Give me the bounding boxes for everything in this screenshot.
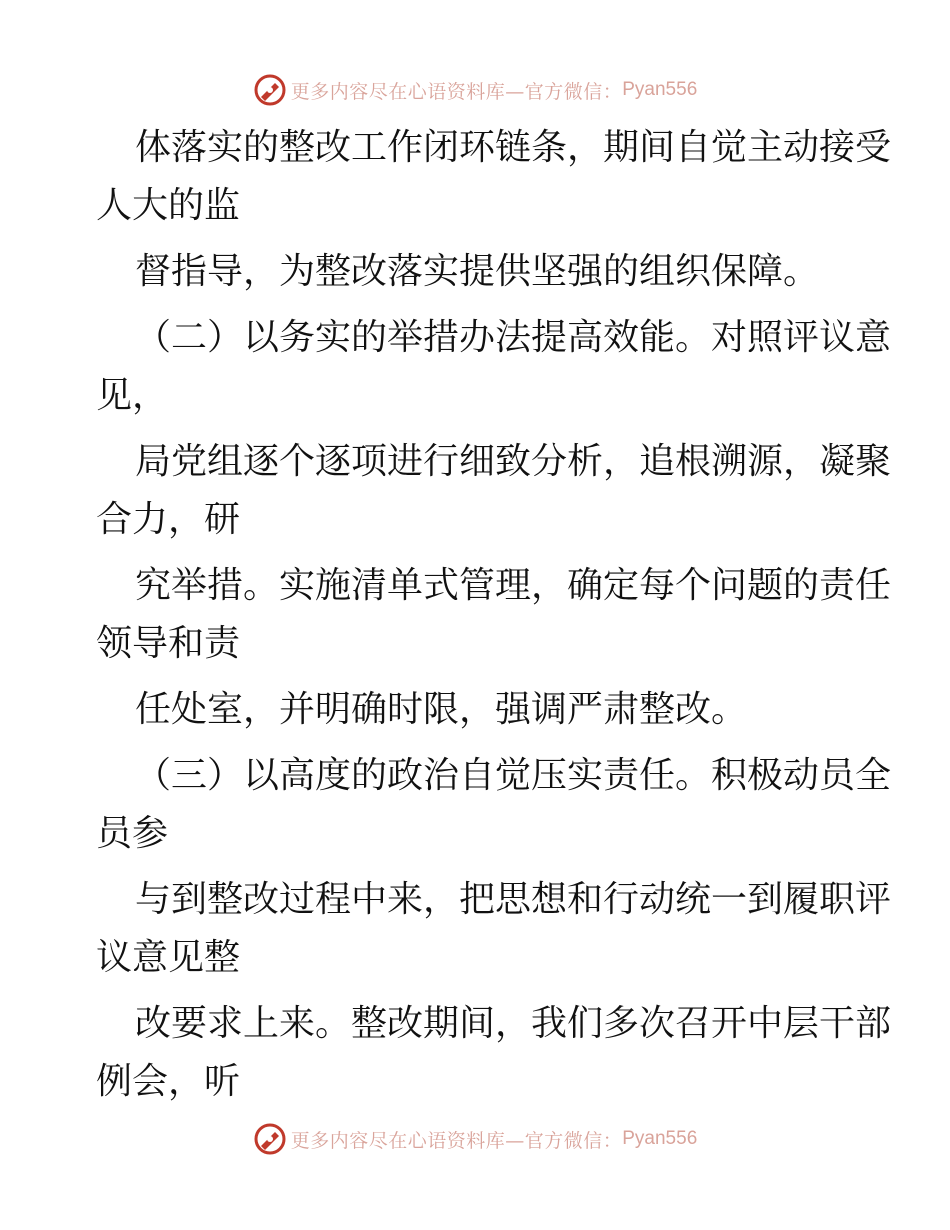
banner-text: 更多内容尽在心语资料库—官方微信： <box>290 80 623 103</box>
header-banner <box>0 70 950 110</box>
body-line: （二）以务实的举措办法提高效能。对照评议意 <box>135 317 892 358</box>
body-line: 究举措。实施清单式管理，确定每个问题的责任 <box>135 565 892 606</box>
body-line: 督指导，为整改落实提供坚强的组织保障。 <box>135 251 820 292</box>
body-line: 与到整改过程中来，把思想和行动统一到履职评 <box>135 879 892 920</box>
body-line: 任处室，并明确时限，强调严肃整改。 <box>135 689 748 730</box>
body-line: （三）以高度的政治自觉压实责任。积极动员全 <box>135 755 892 796</box>
banner-wechat-id: Pyan556 <box>622 1128 698 1149</box>
pen-logo-icon <box>253 73 287 107</box>
body-line: 局党组逐个逐项进行细致分析，追根溯源，凝聚 <box>135 441 892 482</box>
pen-logo-icon <box>253 1122 287 1156</box>
body-line: 体落实的整改工作闭环链条，期间自觉主动接受 <box>135 127 892 168</box>
banner-text: 更多内容尽在心语资料库—官方微信： <box>290 1129 623 1152</box>
document-body <box>96 122 892 1102</box>
footer-banner <box>0 1119 950 1159</box>
body-line: 领导和责 <box>96 623 241 664</box>
body-line: 员参 <box>96 813 169 854</box>
body-line: 例会，听 <box>96 1061 241 1102</box>
body-line: 议意见整 <box>96 937 241 978</box>
banner-wechat-id: Pyan556 <box>622 79 698 100</box>
body-line: 改要求上来。整改期间，我们多次召开中层干部 <box>135 1003 892 1044</box>
body-line: 人大的监 <box>96 185 241 226</box>
body-line: 合力，研 <box>96 499 241 540</box>
body-line: 见， <box>96 375 169 416</box>
